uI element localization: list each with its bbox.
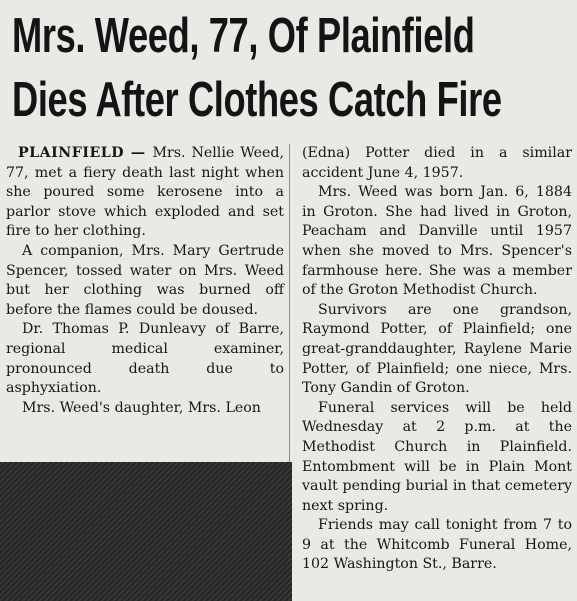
article-column-right <box>302 144 572 575</box>
article-paragraph <box>6 144 284 242</box>
headline-line-2: Dies After Clothes Catch Fire <box>12 73 502 127</box>
paragraph-text: Mrs. Nellie Weed, 77, met a fiery death last night when she poured some kerosene into a parlor stove which exploded and set fire to her clothing. <box>6 145 284 240</box>
article-paragraph: Friends may call tonight from 7 to 9 at the Whitcomb Funeral Home, 102 Washington St., Barre. <box>302 517 572 573</box>
article-paragraph: Mrs. Weed's daughter, Mrs. Leon <box>22 399 261 416</box>
article-paragraph: A companion, Mrs. Mary Gertrude Spencer, tossed water on Mrs. Weed but her clothing was burned off before the flames could be doused. <box>6 242 284 318</box>
article-paragraph: Survivors are one grandson, Raymond Potter, of Plainfield; one great-granddaughter, Raylene Marie Potter, of Plainfield; one niece, Mrs. Tony Gandin of Groton. <box>302 301 572 397</box>
dateline: PLAINFIELD — <box>18 145 153 161</box>
article-paragraph: Funeral services will be held Wednesday at 2 p.m. at the Methodist Church in Plainfield. Entombment will be in Plain Mont vault pending burial in that cemetery next spring. <box>302 399 572 514</box>
article-paragraph: (Edna) Potter died in a similar accident June 4, 1957. <box>302 145 572 181</box>
headline-line-1: Mrs. Weed, 77, Of Plainfield <box>12 9 475 63</box>
background-surface <box>0 462 300 601</box>
headline <box>12 4 502 132</box>
article-paragraph: Mrs. Weed was born Jan. 6, 1884 in Groton. She had lived in Groton, Peacham and Danville until 1957 when she moved to Mrs. Spencer's farmhouse here. She was a member of the Groton Methodist Church. <box>302 184 572 299</box>
article-column-left <box>6 144 284 418</box>
column-divider <box>289 144 290 462</box>
article-paragraph: Dr. Thomas P. Dunleavy of Barre, regional medical examiner, pronounced death due to asphyxiation. <box>6 321 284 397</box>
